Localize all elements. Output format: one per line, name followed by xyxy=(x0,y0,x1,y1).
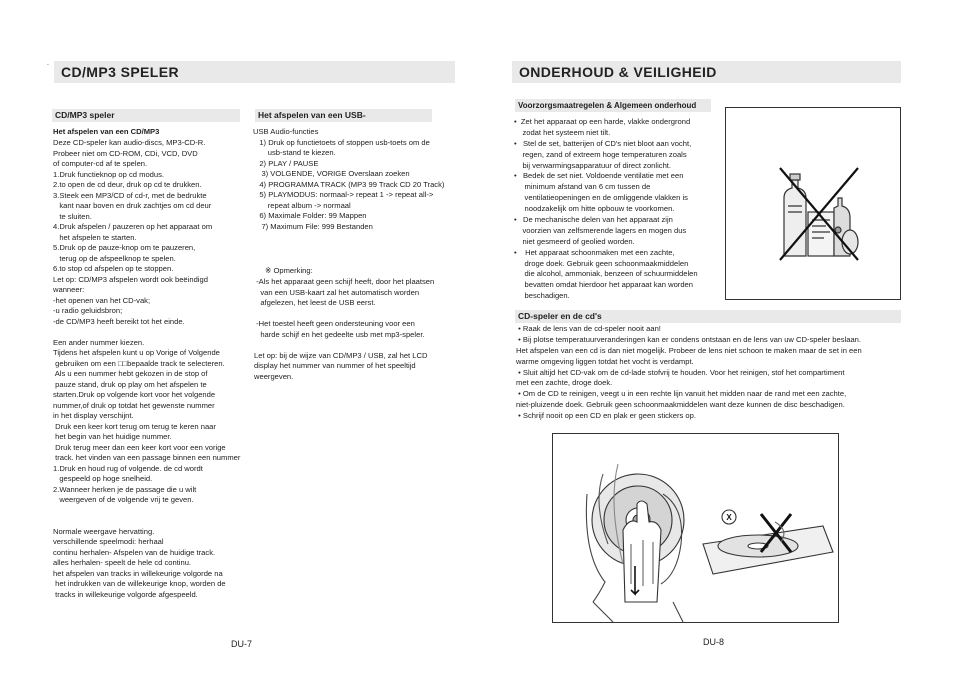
col1-text-line: verschillende speelmodi: herhaal xyxy=(53,537,164,546)
col1-text-line: alles herhalen- speelt de hele cd continu. xyxy=(53,558,192,567)
left-page-number: DU-7 xyxy=(231,639,253,649)
col1-text-line xyxy=(53,516,240,527)
col1-text-line: gespeeld op hoge snelheid. xyxy=(53,474,153,483)
col2-note-line: display het nummer van nummer of het speeltijd xyxy=(254,361,416,370)
ventilation-warning-illustration xyxy=(725,107,901,300)
col1-text-line: track. het vinden van een passage binnen een nummer xyxy=(53,453,241,462)
section1-text-line: bij verwarmingsapparatuur of direct zonlicht. xyxy=(514,160,672,170)
col1-text-line: Deze CD-speler kan audio-discs, MP3-CD-R. xyxy=(53,138,206,147)
col2-heading: Het afspelen van een USB- xyxy=(255,109,432,122)
section2-text-line: • Om de CD te reinigen, veegt u in een rechte lijn vanuit het midden naar de rand met een zachte, xyxy=(516,389,847,399)
col2-text-line: USB Audio-functies xyxy=(253,127,319,136)
col2-note-line: harde schijf en het gedeelte usb met mp3-speler. xyxy=(254,329,425,339)
col1-text-line: in het display verschijnt. xyxy=(53,411,134,420)
col1-text-line: Druk een keer kort terug om terug te keren naar xyxy=(53,421,216,431)
section2-text-line: • Sluit altijd het CD-vak om de cd-lade stofvrij te houden. Voor het reinigen, stof het compartiment xyxy=(516,367,845,377)
section1-text-line: • Stel de set, batterijen of CD's niet bloot aan vocht, xyxy=(514,138,692,148)
section2-text-line: niet-pluizende doek. Gebruik geen schoonmaakmiddelen want deze kunnen de disc beschadigen. xyxy=(516,400,845,410)
col1-heading: CD/MP3 speler xyxy=(52,109,240,122)
col2-note-line: Let op: bij de wijze van CD/MP3 / USB, zal het LCD xyxy=(254,350,428,360)
col1-text-line: terug op de afspeelknop te spelen. xyxy=(53,253,176,263)
col1-text-line: 5.Druk op de pauze-knop om te pauzeren, xyxy=(53,243,196,252)
col2-text-line: 5) PLAYMODUS: normaal-> repeat 1 -> repeat all-> xyxy=(253,190,434,199)
section1-text-line: zodat het systeem niet tilt. xyxy=(514,127,611,137)
section1-text-line: beschadigen. xyxy=(514,291,570,301)
col1-text-line: 3.Steek een MP3/CD of cd-r, met de bedrukte xyxy=(53,190,207,200)
col1-text-line: of computer-cd af te spelen. xyxy=(53,159,148,168)
col1-text-line: Een ander nummer kiezen. xyxy=(53,337,145,347)
col1-text-line: Normale weergave hervatting. xyxy=(53,526,155,536)
col1-text-line: het afspelen te starten. xyxy=(53,232,137,242)
col1-text-line: nummer,of druk op totdat het gewenste nummer xyxy=(53,400,215,410)
section2-text-line: met een zachte, droge doek. xyxy=(516,378,613,388)
section1-text-line: • Zet het apparaat op een harde, vlakke ondergrond xyxy=(514,117,691,126)
right-page-title: ONDERHOUD & VEILIGHEID xyxy=(512,61,901,83)
section2-text-line: Het afspelen van een cd is dan niet mogelijk. Probeer de lens niet schoon te maken maar de set in een xyxy=(516,345,862,355)
col2-note-body xyxy=(254,277,434,382)
section1-text-line: minimum afstand van 6 cm tussen de xyxy=(514,182,651,192)
col1-text-line: 1.Druk en houd rug of volgende. de cd wordt xyxy=(53,463,203,473)
section1-heading: Voorzorgsmaatregelen & Algemeen onderhoud xyxy=(515,99,711,112)
col2-note-line: van een USB-kaart zal het automatisch worden xyxy=(254,287,420,297)
section1-text-line: voorzien van zelfsmerende lagers en mogen dus xyxy=(514,225,687,235)
col1-text-line: 6.to stop cd afspelen op te stoppen. xyxy=(53,264,174,273)
section1-text-line: regen, zand of extreem hoge temperaturen zoals xyxy=(514,149,687,159)
col2-text-line: repeat album -> normaal xyxy=(253,200,351,210)
section1-text-line: • De mechanische delen van het apparaat zijn xyxy=(514,215,673,225)
section1-text-line: ventilatieopeningen en de omliggende vlakken is xyxy=(514,193,688,203)
col2-note-line: weergeven. xyxy=(254,371,294,381)
col2-body xyxy=(253,127,444,232)
cd-cleaning-illustration xyxy=(552,433,839,623)
col2-note-line: -Als het apparaat geen schijf heeft, door het plaatsen xyxy=(254,277,435,286)
section2-body xyxy=(516,324,862,422)
col1-text-line: 4.Druk afspelen / pauzeren op het apparaat om xyxy=(53,222,213,231)
col2-text-line: usb-stand te kiezen. xyxy=(253,148,336,157)
left-page-title: CD/MP3 SPELER xyxy=(54,61,455,83)
col2-note-line xyxy=(254,340,434,351)
section2-text-line: • Schrijf nooit op een CD en plak er geen stickers op. xyxy=(516,411,696,421)
col1-body xyxy=(53,138,240,600)
section2-text-line: • Bij plotse temperatuurveranderingen kan er condens ontstaan en de lens van uw CD-speler beslaan. xyxy=(516,334,862,344)
col2-text-line: 2) PLAY / PAUSE xyxy=(253,158,319,168)
col2-note-line: afgelezen, het leest de USB eerst. xyxy=(254,298,376,307)
x-mark-label: X xyxy=(726,513,732,522)
col1-text-line: weergeven of de volgende vrij te geven. xyxy=(53,495,194,504)
col1-text-line: kant naar boven en druk zachtjes om cd deur xyxy=(53,201,212,210)
col1-text-line: Druk terug meer dan een keer kort voor een vorige xyxy=(53,442,226,452)
col1-text-line: -u radio geluidsbron; xyxy=(53,306,123,315)
col2-text-line: 3) VOLGENDE, VORIGE Overslaan zoeken xyxy=(253,169,410,178)
col1-text-line: het indrukken van de willekeurige knop, worden de xyxy=(53,579,226,588)
col1-text-line: -het openen van het CD-vak; xyxy=(53,295,151,305)
col1-text-line: Als u een nummer hebt gekozen in de stop of xyxy=(53,369,208,378)
col1-text-line: te sluiten. xyxy=(53,211,92,221)
section2-heading: CD-speler en de cd's xyxy=(515,310,901,323)
section2-text-line: • Raak de lens van de cd-speler nooit aan! xyxy=(516,324,661,333)
col1-text-line: tracks in willekeurige volgorde afgespeeld. xyxy=(53,589,198,599)
col1-text-line: 2.to open de cd deur, druk op cd te drukken. xyxy=(53,180,202,189)
col1-text-line: continu herhalen- Afspelen van de huidige track. xyxy=(53,547,216,557)
section1-text-line: bevatten omdat hierdoor het apparaat kan worden xyxy=(514,280,693,290)
section1-text-line: niet gesmeerd of geolied worden. xyxy=(514,236,635,246)
col1-text-line xyxy=(53,327,240,338)
col1-text-line: wanneer: xyxy=(53,285,85,294)
col1-subheading: Het afspelen van een CD/MP3 xyxy=(53,127,160,136)
col1-text-line: 1.Druk functieknop op cd modus. xyxy=(53,169,165,179)
col1-text-line xyxy=(53,506,240,517)
col2-text-line: 7) Maximum File: 999 Bestanden xyxy=(253,221,373,231)
right-page-number: DU-8 xyxy=(703,637,725,647)
col1-text-line: het begin van het huidige nummer. xyxy=(53,432,172,441)
col1-text-line: -de CD/MP3 heeft bereikt tot het einde. xyxy=(53,316,185,326)
col2-note-line: -Het toestel heeft geen ondersteuning voor een xyxy=(254,319,415,328)
section1-text-line: • Bedek de set niet. Voldoende ventilatie met een xyxy=(514,171,684,181)
col1-text-line: 2.Wanneer herken je de passage die u wilt xyxy=(53,484,197,494)
section1-text-line: • Het apparaat schoonmaken met een zachte, xyxy=(514,247,675,257)
col1-text-line: starten.Druk op volgende kort voor het volgende xyxy=(53,390,216,399)
col1-text-line: Let op: CD/MP3 afspelen wordt ook beëindigd xyxy=(53,274,208,284)
col1-text-line: Tijdens het afspelen kunt u op Vorige of Volgende xyxy=(53,348,220,357)
section1-text-line: droge doek. Gebruik geen schoonmaakmiddelen xyxy=(514,258,689,268)
col2-text-line: 6) Maximale Folder: 99 Mappen xyxy=(253,211,367,220)
section1-text-line: die alcohol, ammoniak, benzeen of schuurmiddelen xyxy=(514,269,698,279)
col1-text-line: Probeer niet om CD-ROM, CDi, VCD, DVD xyxy=(53,148,198,158)
left-page-marker: . xyxy=(47,60,49,67)
col2-note-title: ※ Opmerking: xyxy=(265,266,313,275)
col1-text-line: pauze stand, druk op play om het afspelen te xyxy=(53,379,207,389)
col2-note-line xyxy=(254,309,434,320)
col1-text-line: gebruiken om een □□bepaalde track te selecteren. xyxy=(53,358,225,368)
col1-text-line: het afspelen van tracks in willekeurige volgorde na xyxy=(53,568,223,578)
section2-text-line: warme omgeving liggen totdat het vocht is verdampt. xyxy=(516,356,694,366)
section1-body xyxy=(514,117,698,302)
section1-text-line: noodzakelijk om hitte opbouw te voorkomen. xyxy=(514,204,675,214)
col2-text-line: 4) PROGRAMMA TRACK (MP3 99 Track CD 20 Track) xyxy=(253,179,445,189)
col2-text-line: 1) Druk op functietoets of stoppen usb-toets om de xyxy=(253,137,430,147)
